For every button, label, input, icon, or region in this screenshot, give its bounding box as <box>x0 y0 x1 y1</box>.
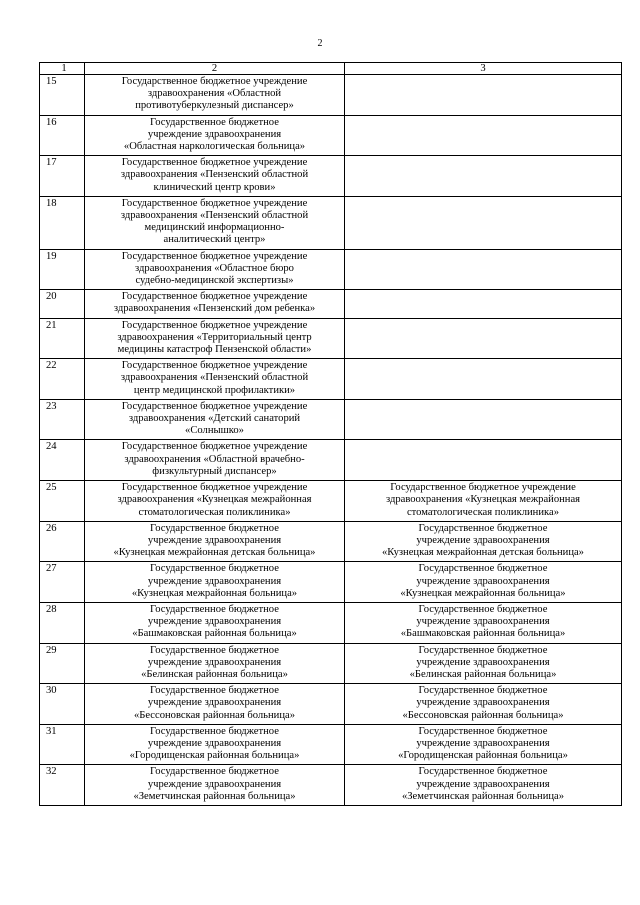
institutions-table <box>39 62 622 806</box>
row-number-cell: 29 <box>40 643 85 684</box>
table-row <box>40 75 622 116</box>
institution-name-cell: Государственное бюджетное учреждение здравоохранения «Областное бюро судебно-медицинской экспертизы» <box>85 249 345 290</box>
page-number: 2 <box>317 38 323 49</box>
successor-name-cell: Государственное бюджетное учреждение здравоохранения «Белинская районная больница» <box>345 643 622 684</box>
row-number-cell: 22 <box>40 359 85 400</box>
row-number-cell: 25 <box>40 481 85 522</box>
row-number-cell: 31 <box>40 724 85 765</box>
successor-name-cell <box>345 75 622 116</box>
row-number-cell: 28 <box>40 602 85 643</box>
table-row <box>40 249 622 290</box>
successor-name-cell: Государственное бюджетное учреждение здравоохранения «Земетчинская районная больница» <box>345 765 622 806</box>
table-row <box>40 290 622 318</box>
row-number-cell: 23 <box>40 399 85 440</box>
row-number-cell: 27 <box>40 562 85 603</box>
table-row <box>40 765 622 806</box>
row-number-cell: 20 <box>40 290 85 318</box>
table-row <box>40 440 622 481</box>
institution-name-cell: Государственное бюджетное учреждение здравоохранения «Бессоновская районная больница» <box>85 684 345 725</box>
successor-name-cell <box>345 440 622 481</box>
row-number-cell: 15 <box>40 75 85 116</box>
table-row <box>40 521 622 562</box>
institution-name-cell: Государственное бюджетное учреждение здравоохранения «Кузнецкая межрайонная больница» <box>85 562 345 603</box>
successor-name-cell <box>345 196 622 249</box>
institution-name-cell: Государственное бюджетное учреждение здравоохранения «Башмаковская районная больница» <box>85 602 345 643</box>
row-number-cell: 30 <box>40 684 85 725</box>
table-row <box>40 399 622 440</box>
institution-name-cell: Государственное бюджетное учреждение здравоохранения «Пензенский областной клинический центр крови» <box>85 156 345 197</box>
institution-name-cell: Государственное бюджетное учреждение здравоохранения «Кузнецкая межрайонная детская больница» <box>85 521 345 562</box>
table-row <box>40 684 622 725</box>
successor-name-cell <box>345 399 622 440</box>
successor-name-cell: Государственное бюджетное учреждение здравоохранения «Башмаковская районная больница» <box>345 602 622 643</box>
table-row <box>40 481 622 522</box>
successor-name-cell: Государственное бюджетное учреждение здравоохранения «Кузнецкая межрайонная стоматологическая поликлиника» <box>345 481 622 522</box>
successor-name-cell: Государственное бюджетное учреждение здравоохранения «Кузнецкая межрайонная детская больница» <box>345 521 622 562</box>
header-col-1: 1 <box>40 63 85 75</box>
institution-name-cell: Государственное бюджетное учреждение здравоохранения «Городищенская районная больница» <box>85 724 345 765</box>
row-number-cell: 26 <box>40 521 85 562</box>
successor-name-cell <box>345 115 622 156</box>
institution-name-cell: Государственное бюджетное учреждение здравоохранения «Областной врачебно- физкультурный диспансер» <box>85 440 345 481</box>
row-number-cell: 24 <box>40 440 85 481</box>
institution-name-cell: Государственное бюджетное учреждение здравоохранения «Пензенский областной медицинский информационно- аналитический центр» <box>85 196 345 249</box>
successor-name-cell <box>345 290 622 318</box>
table-row <box>40 643 622 684</box>
institution-name-cell: Государственное бюджетное учреждение здравоохранения «Детский санаторий «Солнышко» <box>85 399 345 440</box>
header-col-3: 3 <box>345 63 622 75</box>
institution-name-cell: Государственное бюджетное учреждение здравоохранения «Кузнецкая межрайонная стоматологическая поликлиника» <box>85 481 345 522</box>
institution-name-cell: Государственное бюджетное учреждение здравоохранения «Областная наркологическая больница» <box>85 115 345 156</box>
successor-name-cell: Государственное бюджетное учреждение здравоохранения «Городищенская районная больница» <box>345 724 622 765</box>
table-row <box>40 115 622 156</box>
table-row <box>40 156 622 197</box>
successor-name-cell <box>345 318 622 359</box>
table-row <box>40 318 622 359</box>
institution-name-cell: Государственное бюджетное учреждение здравоохранения «Земетчинская районная больница» <box>85 765 345 806</box>
institution-name-cell: Государственное бюджетное учреждение здравоохранения «Белинская районная больница» <box>85 643 345 684</box>
successor-name-cell <box>345 359 622 400</box>
successor-name-cell <box>345 249 622 290</box>
successor-name-cell: Государственное бюджетное учреждение здравоохранения «Кузнецкая межрайонная больница» <box>345 562 622 603</box>
table-row <box>40 602 622 643</box>
table-header-row <box>40 63 622 75</box>
table-row <box>40 196 622 249</box>
row-number-cell: 32 <box>40 765 85 806</box>
institution-name-cell: Государственное бюджетное учреждение здравоохранения «Пензенский дом ребенка» <box>85 290 345 318</box>
row-number-cell: 19 <box>40 249 85 290</box>
institution-name-cell: Государственное бюджетное учреждение здравоохранения «Областной противотуберкулезный диспансер» <box>85 75 345 116</box>
table-row <box>40 724 622 765</box>
table-row <box>40 359 622 400</box>
table-row <box>40 562 622 603</box>
row-number-cell: 21 <box>40 318 85 359</box>
institution-name-cell: Государственное бюджетное учреждение здравоохранения «Пензенский областной центр медицинской профилактики» <box>85 359 345 400</box>
successor-name-cell <box>345 156 622 197</box>
institution-name-cell: Государственное бюджетное учреждение здравоохранения «Территориальный центр медицины катастроф Пензенской области» <box>85 318 345 359</box>
header-col-2: 2 <box>85 63 345 75</box>
successor-name-cell: Государственное бюджетное учреждение здравоохранения «Бессоновская районная больница» <box>345 684 622 725</box>
row-number-cell: 16 <box>40 115 85 156</box>
row-number-cell: 17 <box>40 156 85 197</box>
row-number-cell: 18 <box>40 196 85 249</box>
